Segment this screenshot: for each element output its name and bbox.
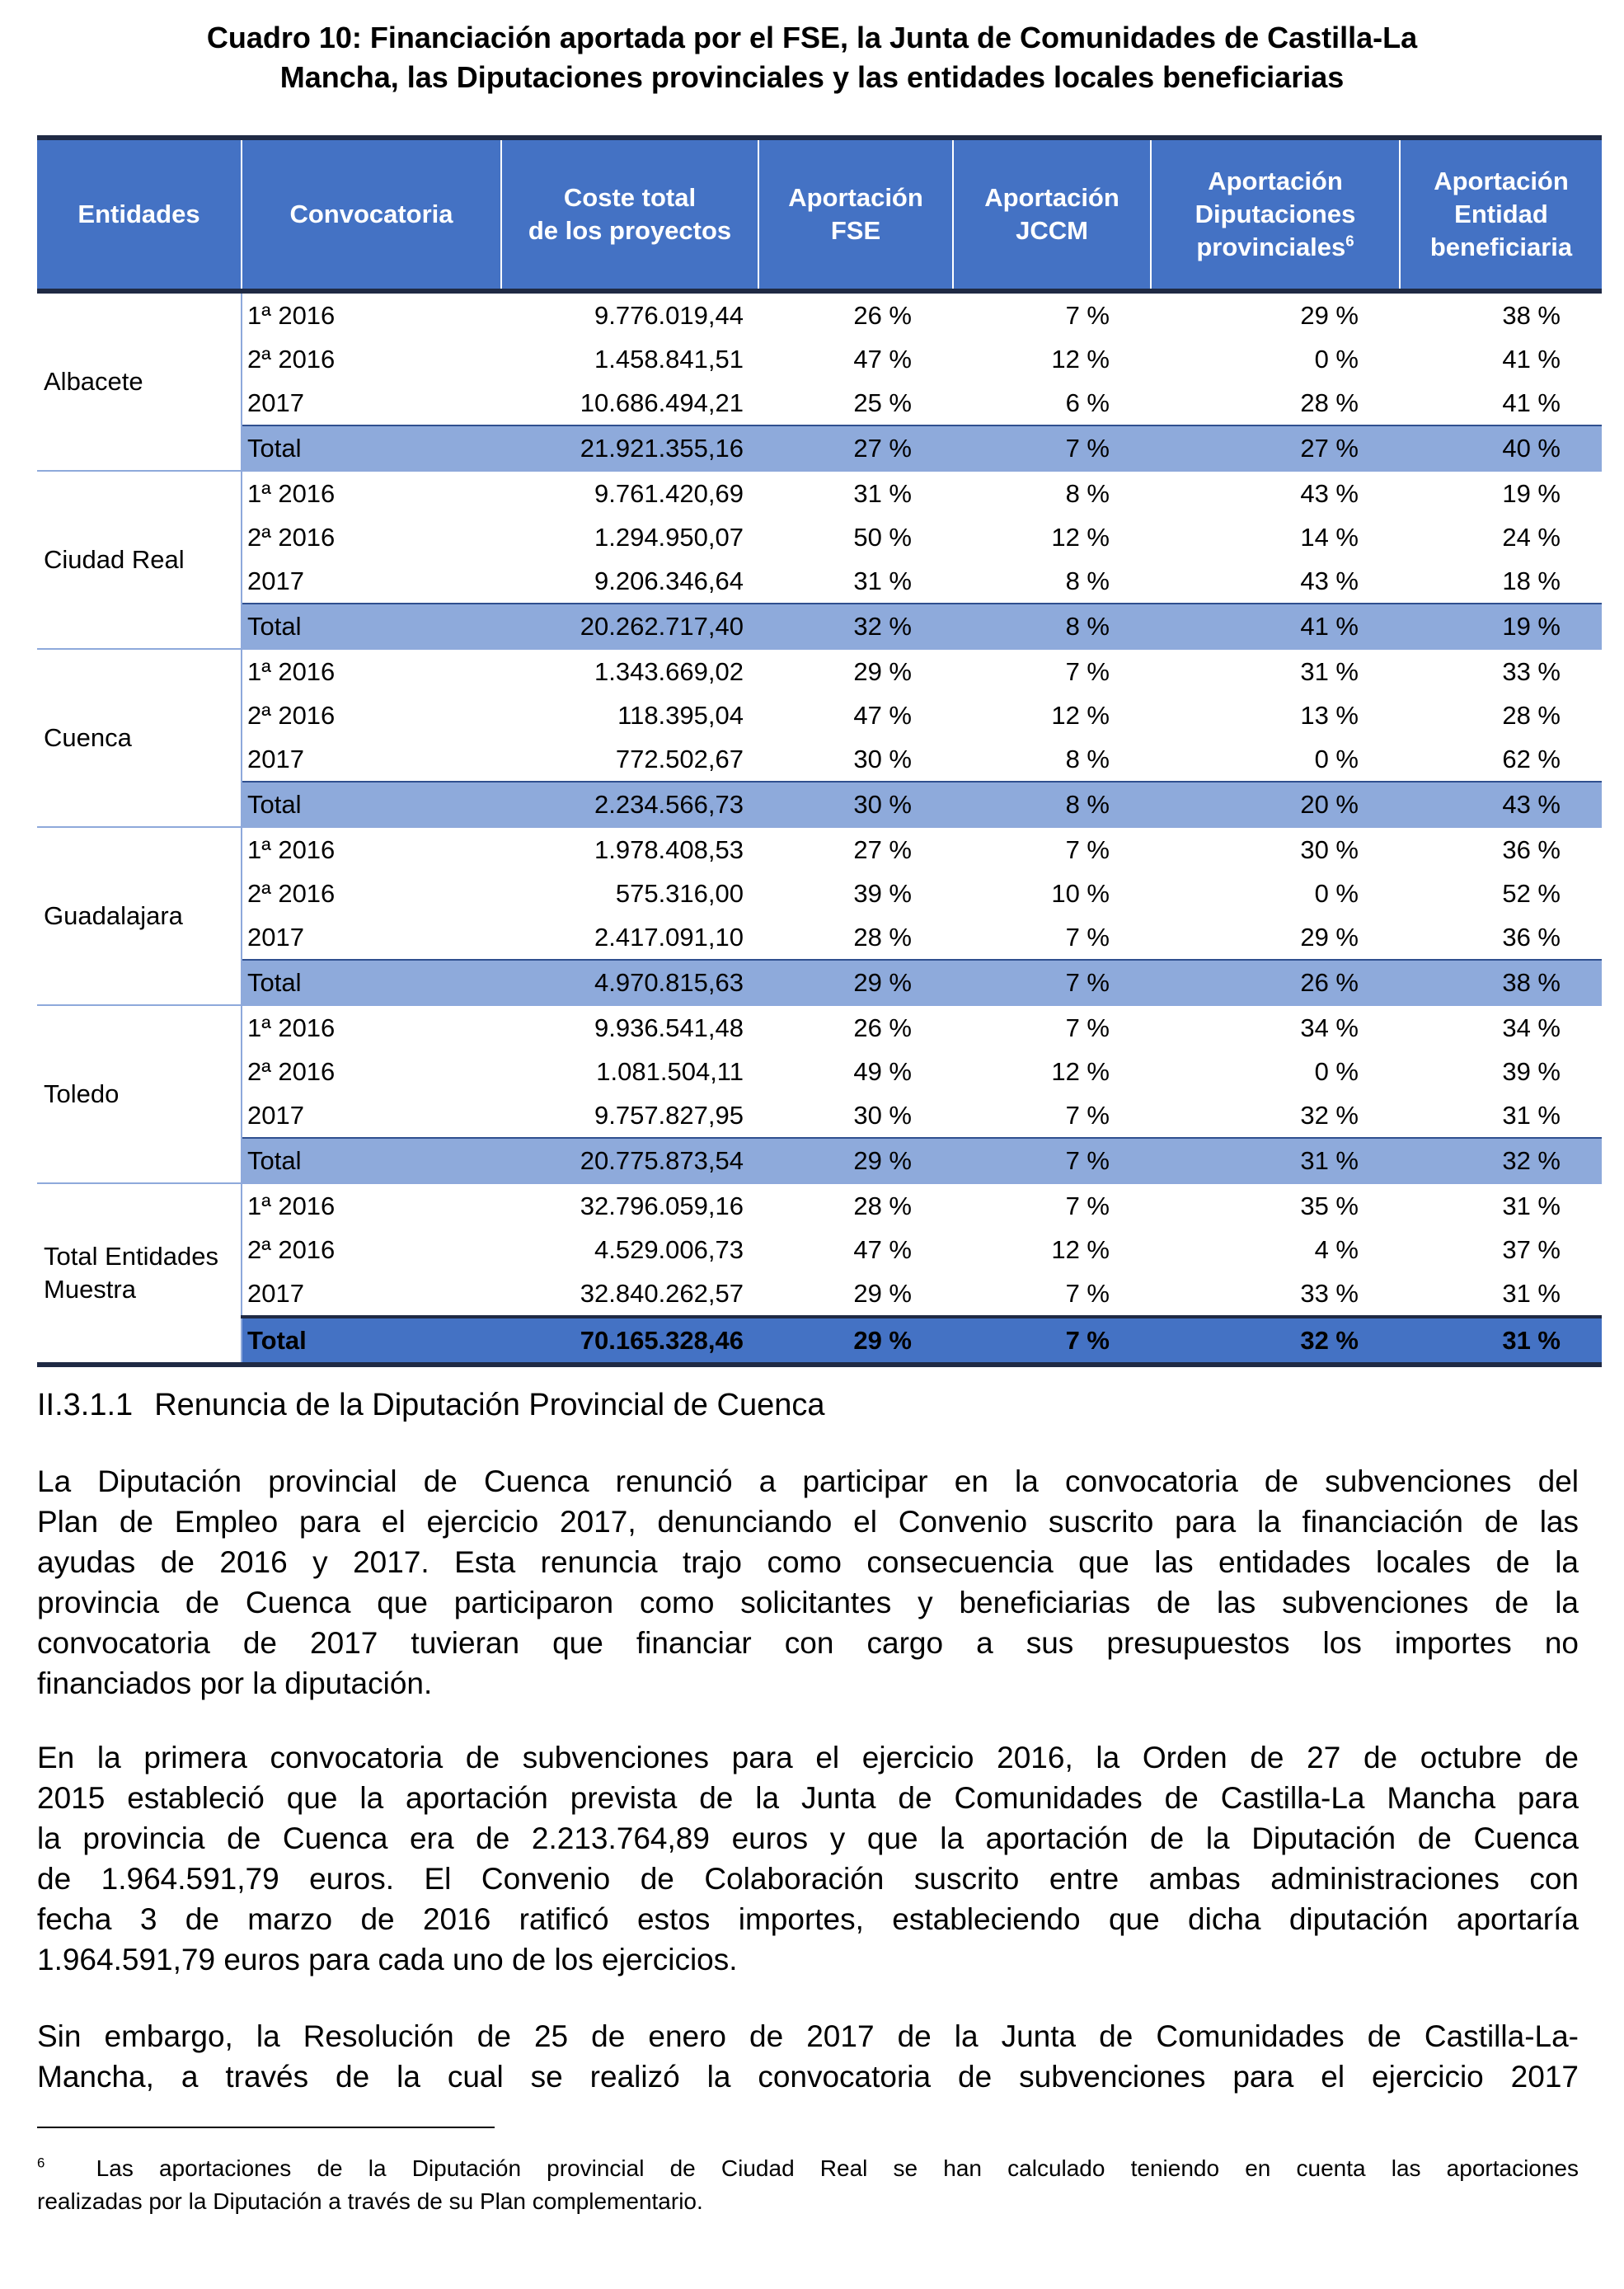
cell-ent: 31 % xyxy=(1502,1100,1561,1130)
cell-fse: 32 % xyxy=(758,604,953,649)
cell-jccm: 7 % xyxy=(1065,922,1110,952)
cell-ent: 31 % xyxy=(1400,1317,1602,1365)
cell-coste: 772.502,67 xyxy=(615,744,744,773)
cell-ent: 40 % xyxy=(1400,425,1602,471)
table-row xyxy=(37,337,1602,381)
cell-coste: 9.776.019,44 xyxy=(594,300,744,330)
cell-ent: 19 % xyxy=(1400,604,1602,649)
table-total-row xyxy=(37,1138,1602,1183)
cell-dip: 29 % xyxy=(1300,300,1359,330)
cell-conv: 1ª 2016 xyxy=(247,1013,336,1042)
table-row xyxy=(37,737,1602,782)
table-row xyxy=(37,915,1602,960)
cell-coste: 32.796.059,16 xyxy=(580,1191,744,1220)
cell-conv: 2ª 2016 xyxy=(247,700,336,730)
cell-jccm: 10 % xyxy=(1051,878,1110,908)
cell-dip: 29 % xyxy=(1300,922,1359,952)
cell-conv: 1ª 2016 xyxy=(247,656,336,686)
paragraph-line: la provincia de Cuenca era de 2.213.764,89 euros y que la aportación de la Diputación de Cuenca xyxy=(37,1821,1579,1855)
cell-coste: 9.761.420,69 xyxy=(594,478,744,508)
cell-ent: 36 % xyxy=(1502,834,1561,864)
cell-coste: 9.206.346,64 xyxy=(594,566,744,595)
cell-ent: 41 % xyxy=(1502,344,1561,374)
table-row xyxy=(37,381,1602,425)
entity-name: Guadalajara xyxy=(37,827,242,1005)
entity-name: Albacete xyxy=(37,291,242,471)
cell-ent: 38 % xyxy=(1400,960,1602,1005)
cell-ent: 24 % xyxy=(1502,522,1561,552)
cell-fse: 28 % xyxy=(853,922,912,952)
cell-jccm: 8 % xyxy=(1065,744,1110,773)
table-row xyxy=(37,1093,1602,1138)
paragraph-line: Mancha, a través de la cual se realizó la convocatoria de subvenciones para el ejercicio 2017 xyxy=(37,2060,1579,2094)
cell-dip: 35 % xyxy=(1300,1191,1359,1220)
cell-jccm: 7 % xyxy=(1065,1013,1110,1042)
paragraph-line: En la primera convocatoria de subvenciones para el ejercicio 2016, la Orden de 27 de octubre de xyxy=(37,1741,1579,1774)
cell-ent: 28 % xyxy=(1502,700,1561,730)
table-row xyxy=(37,559,1602,604)
section-title: Renuncia de la Diputación Provincial de Cuenca xyxy=(154,1388,825,1422)
cell-coste: 9.936.541,48 xyxy=(594,1013,744,1042)
paragraph-1 xyxy=(37,1461,1579,1704)
footnote-mark: 6 xyxy=(37,2155,45,2171)
cell-jccm: 6 % xyxy=(1065,388,1110,417)
cell-dip: 27 % xyxy=(1151,425,1400,471)
cell-dip: 32 % xyxy=(1300,1100,1359,1130)
cell-fse: 29 % xyxy=(758,1138,953,1183)
cell-ent: 33 % xyxy=(1502,656,1561,686)
cell-dip: 33 % xyxy=(1300,1278,1359,1308)
cell-jccm: 7 % xyxy=(1065,834,1110,864)
cell-coste: 1.458.841,51 xyxy=(594,344,744,374)
cell-jccm: 7 % xyxy=(953,1138,1151,1183)
cell-dip: 26 % xyxy=(1151,960,1400,1005)
cell-jccm: 12 % xyxy=(1051,344,1110,374)
cell-jccm: 7 % xyxy=(953,1317,1151,1365)
cell-fse: 31 % xyxy=(853,478,912,508)
caption-line-1: Cuadro 10: Financiación aportada por el FSE, la Junta de Comunidades de Castilla-La xyxy=(206,21,1418,54)
header-aportacion-jccm: Aportación JCCM xyxy=(953,138,1151,291)
table-row xyxy=(37,1271,1602,1317)
cell-coste: 1.343.669,02 xyxy=(594,656,744,686)
cell-fse: 49 % xyxy=(853,1056,912,1086)
paragraph-line: financiados por la diputación. xyxy=(37,1666,433,1700)
cell-conv: 2017 xyxy=(247,566,304,595)
section-number: II.3.1.1 xyxy=(37,1388,134,1422)
cell-conv: Total xyxy=(242,960,501,1005)
cell-dip: 30 % xyxy=(1300,834,1359,864)
cell-jccm: 12 % xyxy=(1051,522,1110,552)
cell-coste: 1.081.504,11 xyxy=(596,1056,744,1086)
cell-fse: 30 % xyxy=(853,744,912,773)
cell-dip: 0 % xyxy=(1314,744,1359,773)
cell-fse: 27 % xyxy=(758,425,953,471)
entity-name: Total Entidades Muestra xyxy=(37,1183,242,1365)
paragraph-3 xyxy=(37,2016,1579,2097)
cell-fse: 29 % xyxy=(758,1317,953,1365)
cell-fse: 47 % xyxy=(853,700,912,730)
cell-ent: 41 % xyxy=(1502,388,1561,417)
cell-ent: 37 % xyxy=(1502,1234,1561,1264)
cell-ent: 62 % xyxy=(1502,744,1561,773)
cell-coste: 1.978.408,53 xyxy=(594,834,744,864)
cell-conv: 1ª 2016 xyxy=(247,478,336,508)
cell-dip: 0 % xyxy=(1314,878,1359,908)
cell-conv: 2ª 2016 xyxy=(247,344,336,374)
table-row xyxy=(37,693,1602,737)
cell-conv: Total xyxy=(242,1138,501,1183)
footnote-line-1: Las aportaciones de la Diputación provincial de Ciudad Real se han calculado teniendo en cuenta las aportaciones xyxy=(96,2155,1579,2181)
entity-name: Toledo xyxy=(37,1005,242,1183)
paragraph-line: convocatoria de 2017 tuvieran que financiar con cargo a sus presupuestos los importes no xyxy=(37,1626,1579,1660)
cell-coste: 4.529.006,73 xyxy=(594,1234,744,1264)
cell-fse: 29 % xyxy=(853,656,912,686)
paragraph-line: Plan de Empleo para el ejercicio 2017, denunciando el Convenio suscrito para la financiación de las xyxy=(37,1505,1579,1539)
footnote-6 xyxy=(37,2152,1579,2218)
cell-ent: 31 % xyxy=(1502,1278,1561,1308)
cell-jccm: 7 % xyxy=(1065,1191,1110,1220)
cell-ent: 19 % xyxy=(1502,478,1561,508)
cell-ent: 18 % xyxy=(1502,566,1561,595)
cell-conv: 1ª 2016 xyxy=(247,1191,336,1220)
cell-conv: 1ª 2016 xyxy=(247,834,336,864)
cell-coste: 20.262.717,40 xyxy=(501,604,758,649)
table-row xyxy=(37,1183,1602,1228)
cell-dip: 41 % xyxy=(1151,604,1400,649)
footnote-line-2: realizadas por la Diputación a través de su Plan complementario. xyxy=(37,2188,703,2214)
cell-fse: 26 % xyxy=(853,1013,912,1042)
cell-dip: 43 % xyxy=(1300,566,1359,595)
cell-jccm: 12 % xyxy=(1051,700,1110,730)
table-total-row xyxy=(37,782,1602,827)
header-aportacion-entidad: Aportación Entidad beneficiaria xyxy=(1400,138,1602,291)
cell-conv: 2ª 2016 xyxy=(247,878,336,908)
table-row xyxy=(37,827,1602,872)
financing-table xyxy=(37,135,1602,1367)
entity-name: Ciudad Real xyxy=(37,471,242,649)
cell-dip: 0 % xyxy=(1314,1056,1359,1086)
cell-jccm: 8 % xyxy=(953,604,1151,649)
cell-dip: 34 % xyxy=(1300,1013,1359,1042)
table-row xyxy=(37,1050,1602,1093)
cell-conv: 2ª 2016 xyxy=(247,1056,336,1086)
table-caption xyxy=(37,18,1587,97)
cell-fse: 29 % xyxy=(853,1278,912,1308)
cell-fse: 39 % xyxy=(853,878,912,908)
cell-fse: 31 % xyxy=(853,566,912,595)
cell-jccm: 7 % xyxy=(1065,300,1110,330)
cell-conv: 2ª 2016 xyxy=(247,1234,336,1264)
table-row xyxy=(37,872,1602,915)
cell-conv: 2017 xyxy=(247,1100,304,1130)
cell-fse: 25 % xyxy=(853,388,912,417)
cell-coste: 10.686.494,21 xyxy=(580,388,744,417)
caption-line-2: Mancha, las Diputaciones provinciales y las entidades locales beneficiarias xyxy=(279,60,1345,94)
cell-coste: 118.395,04 xyxy=(617,700,744,730)
cell-conv: Total xyxy=(242,604,501,649)
cell-dip: 32 % xyxy=(1151,1317,1400,1365)
cell-coste: 2.417.091,10 xyxy=(594,922,744,952)
paragraph-line: 1.964.591,79 euros para cada uno de los ejercicios. xyxy=(37,1943,738,1976)
table-total-row xyxy=(37,604,1602,649)
cell-fse: 29 % xyxy=(758,960,953,1005)
cell-coste: 575.316,00 xyxy=(615,878,744,908)
header-coste-total: Coste total de los proyectos xyxy=(501,138,758,291)
cell-dip: 4 % xyxy=(1314,1234,1359,1264)
table-row xyxy=(37,1228,1602,1271)
cell-conv: Total xyxy=(242,425,501,471)
cell-jccm: 12 % xyxy=(1051,1234,1110,1264)
cell-jccm: 8 % xyxy=(1065,566,1110,595)
cell-conv: 2017 xyxy=(247,1278,304,1308)
cell-ent: 32 % xyxy=(1400,1138,1602,1183)
header-convocatoria: Convocatoria xyxy=(242,138,501,291)
cell-dip: 31 % xyxy=(1300,656,1359,686)
table-total-row xyxy=(37,425,1602,471)
cell-fse: 50 % xyxy=(853,522,912,552)
cell-fse: 30 % xyxy=(758,782,953,827)
cell-jccm: 7 % xyxy=(1065,1278,1110,1308)
cell-jccm: 7 % xyxy=(953,425,1151,471)
cell-dip: 14 % xyxy=(1300,522,1359,552)
table-row xyxy=(37,515,1602,559)
cell-coste: 9.757.827,95 xyxy=(594,1100,744,1130)
paragraph-2 xyxy=(37,1737,1579,1980)
table-total-row xyxy=(37,1317,1602,1365)
cell-fse: 27 % xyxy=(853,834,912,864)
cell-dip: 20 % xyxy=(1151,782,1400,827)
cell-ent: 39 % xyxy=(1502,1056,1561,1086)
cell-dip: 28 % xyxy=(1300,388,1359,417)
entity-name: Cuenca xyxy=(37,649,242,827)
cell-conv: 2ª 2016 xyxy=(247,522,336,552)
paragraph-line: La Diputación provincial de Cuenca renunció a participar en la convocatoria de subvenciones del xyxy=(37,1464,1579,1498)
table-row xyxy=(37,291,1602,337)
cell-conv: 2017 xyxy=(247,388,304,417)
cell-conv: Total xyxy=(242,782,501,827)
header-aportacion-diputaciones: Aportación Diputaciones provinciales$^6$ xyxy=(1151,138,1400,291)
cell-conv: 2017 xyxy=(247,922,304,952)
paragraph-line: fecha 3 de marzo de 2016 ratificó estos importes, estableciendo que dicha diputación aportaría xyxy=(37,1902,1579,1936)
cell-conv: Total xyxy=(242,1317,501,1365)
cell-jccm: 7 % xyxy=(1065,656,1110,686)
table-row xyxy=(37,471,1602,515)
table-total-row xyxy=(37,960,1602,1005)
footnote-ref-6: 6 xyxy=(1345,232,1354,250)
cell-fse: 28 % xyxy=(853,1191,912,1220)
cell-jccm: 8 % xyxy=(1065,478,1110,508)
cell-coste: 20.775.873,54 xyxy=(501,1138,758,1183)
cell-fse: 30 % xyxy=(853,1100,912,1130)
table-row xyxy=(37,1005,1602,1050)
table-row xyxy=(37,649,1602,693)
cell-coste: 1.294.950,07 xyxy=(594,522,744,552)
cell-conv: 2017 xyxy=(247,744,304,773)
paragraph-line: provincia de Cuenca que participaron como solicitantes y beneficiarias de las subvenciones de la xyxy=(37,1586,1579,1619)
cell-ent: 36 % xyxy=(1502,922,1561,952)
cell-ent: 43 % xyxy=(1400,782,1602,827)
cell-dip: 31 % xyxy=(1151,1138,1400,1183)
cell-ent: 34 % xyxy=(1502,1013,1561,1042)
paragraph-line: de 1.964.591,79 euros. El Convenio de Colaboración suscrito entre ambas administraciones con xyxy=(37,1862,1579,1896)
cell-jccm: 7 % xyxy=(1065,1100,1110,1130)
cell-coste: 2.234.566,73 xyxy=(501,782,758,827)
cell-fse: 47 % xyxy=(853,1234,912,1264)
cell-ent: 38 % xyxy=(1502,300,1561,330)
footnote-separator xyxy=(37,2127,495,2128)
cell-coste: 70.165.328,46 xyxy=(501,1317,758,1365)
cell-fse: 47 % xyxy=(853,344,912,374)
paragraph-line: ayudas de 2016 y 2017. Esta renuncia trajo como consecuencia que las entidades locales de la xyxy=(37,1545,1579,1579)
cell-jccm: 12 % xyxy=(1051,1056,1110,1086)
cell-ent: 52 % xyxy=(1502,878,1561,908)
cell-conv: 1ª 2016 xyxy=(247,300,336,330)
header-entidades: Entidades xyxy=(37,138,242,291)
cell-jccm: 8 % xyxy=(953,782,1151,827)
cell-jccm: 7 % xyxy=(953,960,1151,1005)
cell-dip: 0 % xyxy=(1314,344,1359,374)
cell-ent: 31 % xyxy=(1502,1191,1561,1220)
paragraph-line: Sin embargo, la Resolución de 25 de enero de 2017 de la Junta de Comunidades de Castilla-La- xyxy=(37,2019,1579,2053)
cell-fse: 26 % xyxy=(853,300,912,330)
paragraph-line: 2015 estableció que la aportación prevista de la Junta de Comunidades de Castilla-La Mancha para xyxy=(37,1781,1579,1815)
cell-dip: 13 % xyxy=(1300,700,1359,730)
cell-coste: 32.840.262,57 xyxy=(580,1278,744,1308)
section-heading xyxy=(37,1388,824,1423)
cell-dip: 43 % xyxy=(1300,478,1359,508)
cell-coste: 21.921.355,16 xyxy=(501,425,758,471)
header-aportacion-fse: Aportación FSE xyxy=(758,138,953,291)
table-header-row xyxy=(37,138,1602,291)
cell-coste: 4.970.815,63 xyxy=(501,960,758,1005)
